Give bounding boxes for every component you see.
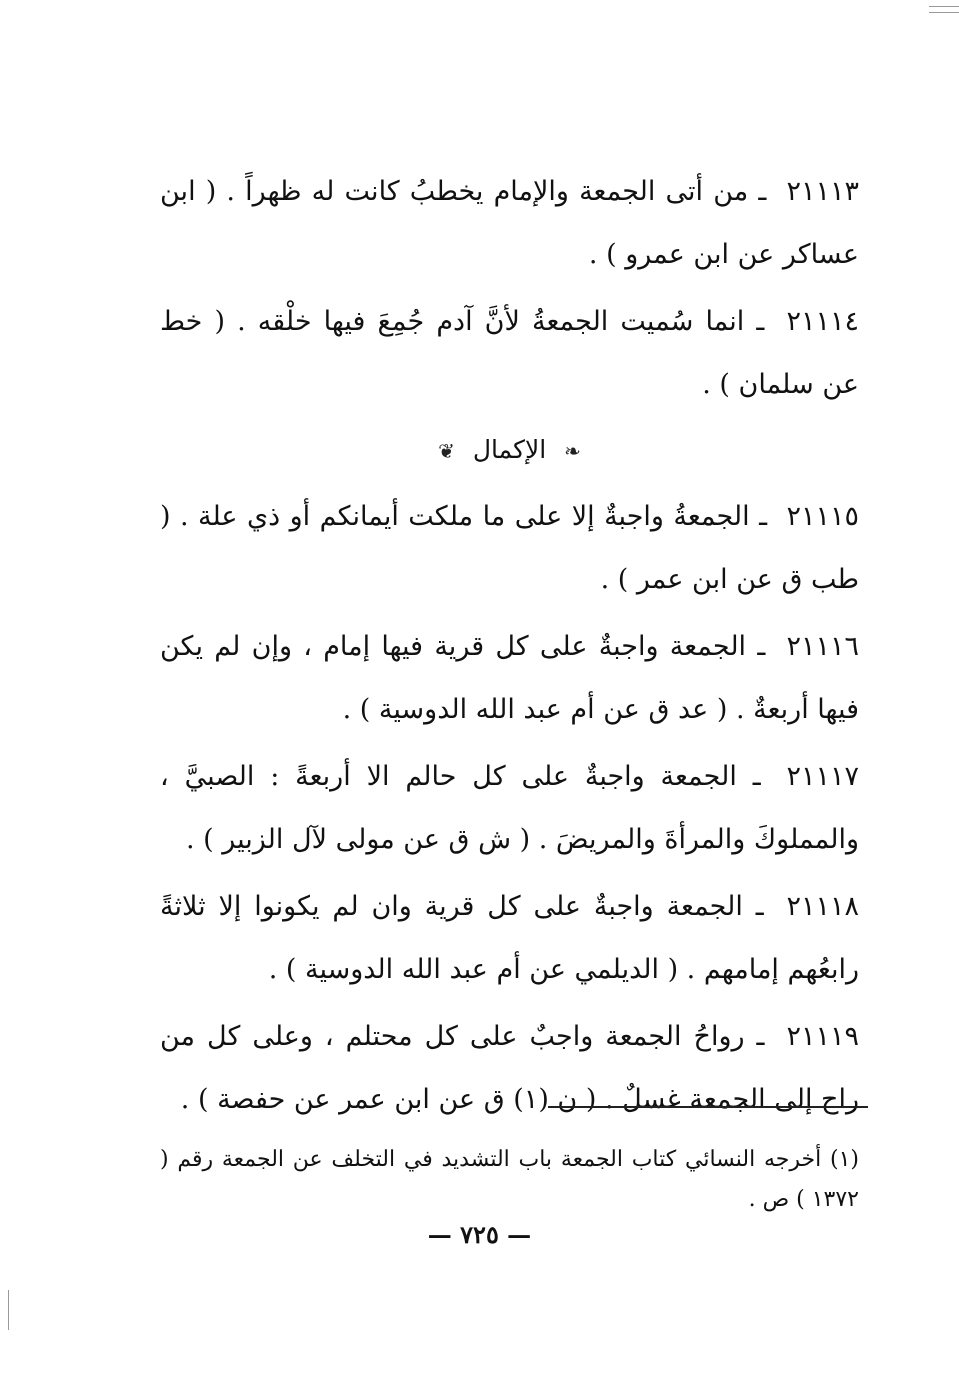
hadith-entry (160, 875, 859, 1001)
hadith-number: ٢١١١٦ (786, 631, 859, 662)
scan-edge-mark (8, 1290, 9, 1330)
hadith-text: انما سُميت الجمعةُ لأنَّ آدم جُمِعَ فيها خلْقه . ( خط عن سلمان ) . (160, 306, 859, 400)
hadith-number: ٢١١١٧ (786, 761, 859, 792)
hadith-number: ٢١١١٨ (786, 891, 859, 922)
scan-edge-mark (929, 12, 959, 13)
page-number: — ٧٢٥ — (427, 1220, 532, 1249)
entry-dash: ـ (755, 891, 764, 922)
footnote-divider (548, 1106, 868, 1108)
hadith-entry (160, 745, 859, 871)
hadith-entry (160, 1005, 859, 1131)
hadith-entry (160, 485, 859, 611)
entry-dash: ـ (758, 176, 767, 207)
entry-dash: ـ (757, 631, 766, 662)
ornament-icon: ❦ (438, 439, 455, 463)
entry-dash: ـ (759, 501, 768, 532)
hadith-number: ٢١١١٩ (786, 1021, 859, 1052)
hadith-text: الجمعة واجبةٌ على كل قرية وان لم يكونوا إلا ثلاثةً رابعُهم إمامهم . ( الديلمي عن أم عبد الله الدوسية ) . (160, 891, 859, 985)
footnote: (١) أخرجه النسائي كتاب الجمعة باب التشديد في التخلف عن الجمعة رقم ( ١٣٧٢ ) ص . (160, 1147, 859, 1212)
hadith-text: الجمعة واجبةٌ على كل قرية فيها إمام ، وإن لم يكن فيها أربعةٌ . ( عد ق عن أم عبد الله الدوسية ) . (160, 631, 859, 725)
ornament-icon: ❧ (564, 439, 581, 463)
hadith-text: من أتى الجمعة والإمام يخطبُ كانت له ظهراً . ( ابن عساكر عن ابن عمرو ) . (160, 176, 859, 270)
section-heading (160, 420, 859, 481)
hadith-entry (160, 615, 859, 741)
entry-dash: ـ (756, 306, 765, 337)
section-title: الإكمال (472, 435, 547, 464)
main-text (160, 160, 859, 1135)
hadith-number: ٢١١١٥ (786, 501, 859, 532)
entry-dash: ـ (752, 761, 761, 792)
hadith-text: الجمعةُ واجبةٌ إلا على ما ملكت أيمانكم أو ذي علة . ( طب ق عن ابن عمر ) . (160, 501, 859, 595)
entry-dash: ـ (756, 1021, 765, 1052)
scan-edge-mark (929, 6, 959, 7)
hadith-number: ٢١١١٤ (786, 306, 859, 337)
hadith-text: رواحُ الجمعة واجبٌ على كل محتلم ، وعلى كل من راح إلى الجمعة غسلٌ . ( ن (١) ق عن ابن عمر عن حفصة ) . (160, 1021, 859, 1115)
hadith-text: الجمعة واجبةٌ على كل حالم الا أربعةً : الصبيَّ ، والمملوكَ والمرأةَ والمريضَ . ( ش ق عن مولى لآل الزبير ) . (160, 761, 859, 855)
hadith-entry (160, 160, 859, 286)
hadith-number: ٢١١١٣ (786, 176, 859, 207)
hadith-entry (160, 290, 859, 416)
